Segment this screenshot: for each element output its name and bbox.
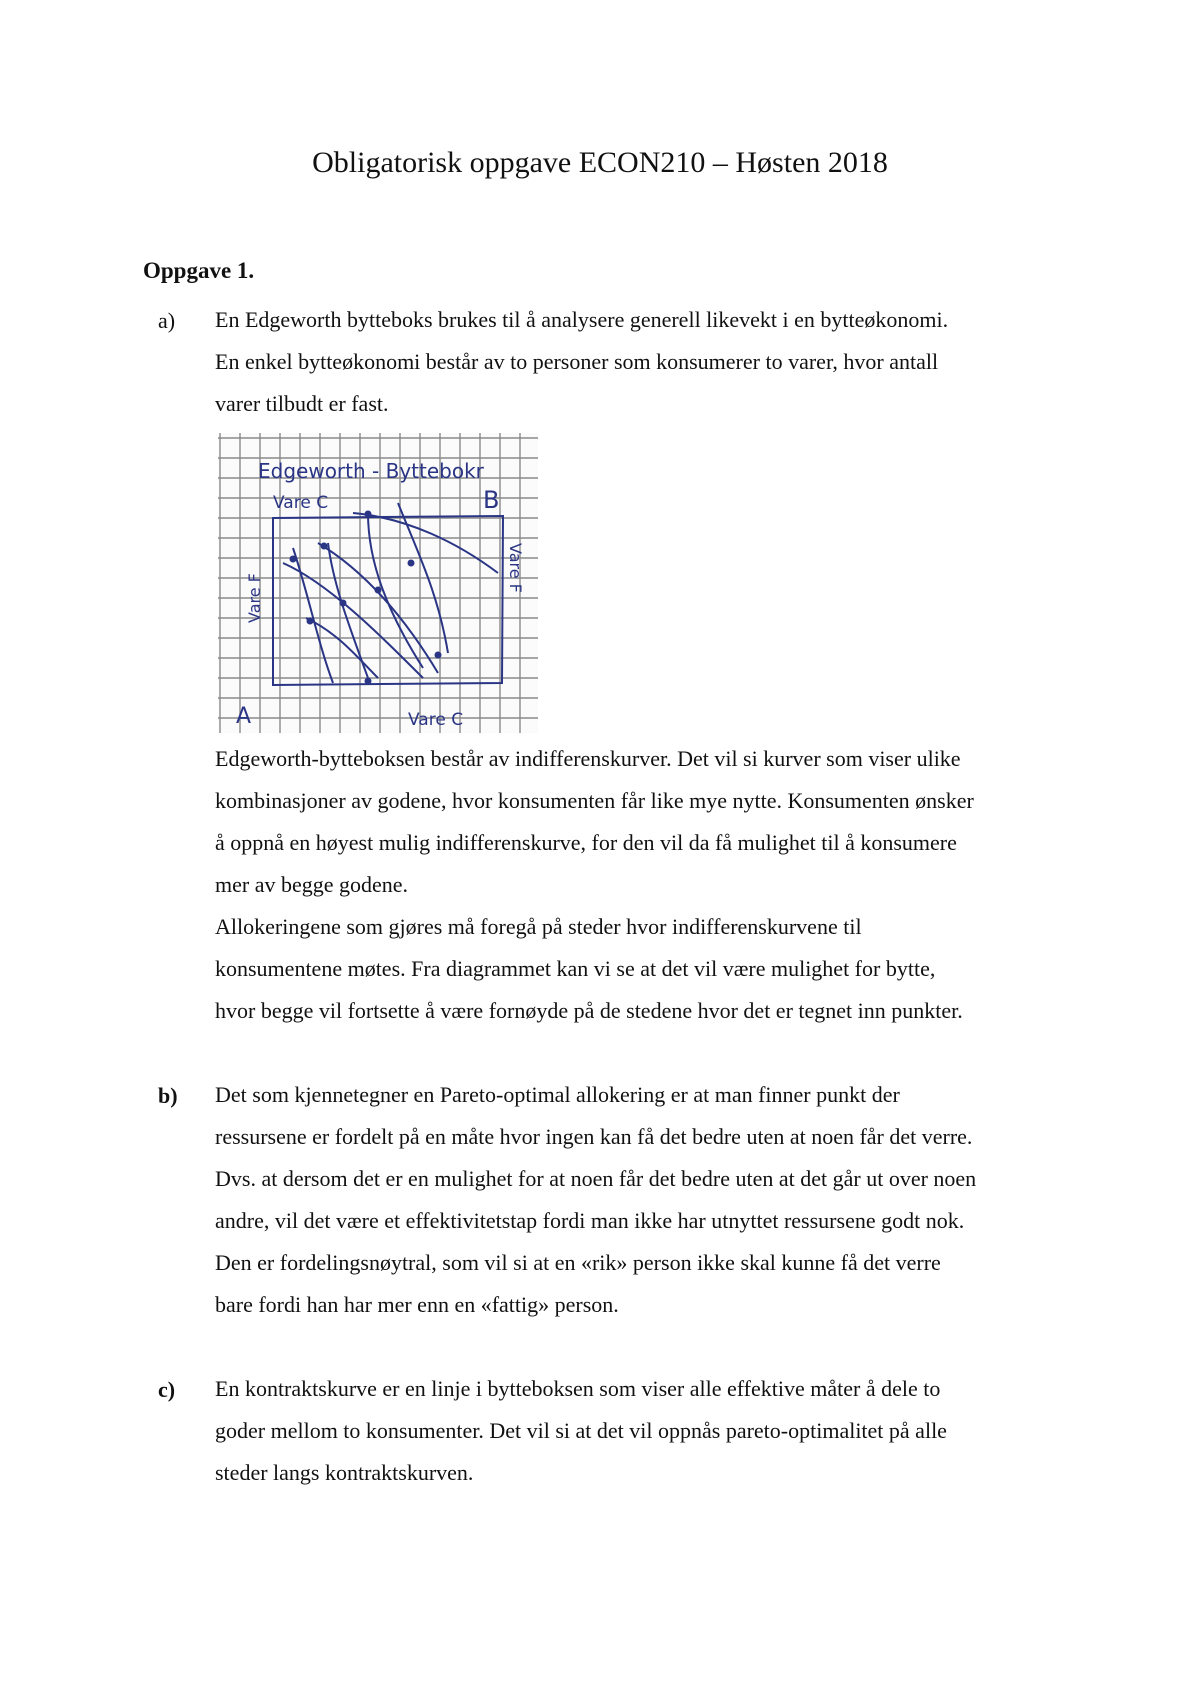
text-line: Den er fordelingsnøytral, som vil si at en «rik» person ikke skal kunne få det verre (215, 1250, 941, 1275)
paragraph-a-body (215, 738, 974, 1032)
item-label-c: c) (158, 1377, 176, 1402)
text-line: Det som kjennetegner en Pareto-optimal allokering er at man finner punkt der (215, 1082, 900, 1107)
figure-label: Vare F (245, 573, 264, 623)
paragraph-a-intro (215, 299, 948, 425)
paragraph-b (215, 1074, 976, 1326)
item-label-a: a) (158, 308, 176, 333)
text-line: mer av begge godene. (215, 872, 409, 897)
text-line: Allokeringene som gjøres må foregå på steder hvor indifferenskurvene til (215, 914, 862, 939)
text-line: En kontraktskurve er en linje i bytteboksen som viser alle effektive måter å dele to (215, 1376, 941, 1401)
edgeworth-box-sketch (218, 433, 538, 733)
text-line: å oppnå en høyest mulig indifferenskurve, for den vil da få mulighet til å konsumere (215, 830, 957, 855)
paragraph-c (215, 1368, 947, 1494)
text-line: kombinasjoner av godene, hvor konsumenten får like mye nytte. Konsumenten ønsker (215, 788, 974, 813)
figure-title: Edgeworth - Byttebokr (258, 459, 484, 483)
text-line: steder langs kontraktskurven. (215, 1460, 474, 1485)
origin-a: A (236, 704, 252, 729)
item-label-b: b) (158, 1083, 178, 1108)
text-line: Dvs. at dersom det er en mulighet for at noen får det bedre uten at det går ut over noen (215, 1166, 977, 1191)
document-title: Obligatorisk oppgave ECON210 – Høsten 2018 (312, 146, 888, 179)
text-line: Edgeworth-bytteboksen består av indifferenskurver. Det vil si kurver som viser ulike (215, 746, 961, 771)
text-line: andre, vil det være et effektivitetstap fordi man ikke har utnyttet ressursene godt nok. (215, 1208, 965, 1233)
text-line: En Edgeworth bytteboks brukes til å analysere generell likevekt i en bytteøkonomi. (215, 307, 949, 332)
text-line: ressursene er fordelt på en måte hvor ingen kan få det bedre uten at noen får det verre. (215, 1124, 973, 1149)
figure-label: Vare F (506, 543, 525, 593)
origin-b: B (483, 486, 500, 514)
text-line: goder mellom to konsumenter. Det vil si at det vil oppnås pareto-optimalitet på alle (215, 1418, 947, 1443)
text-line: varer tilbudt er fast. (215, 391, 389, 416)
figure-label: Vare C (408, 710, 464, 730)
text-line: bare fordi han har mer enn en «fattig» person. (215, 1292, 619, 1317)
text-line: hvor begge vil fortsette å være fornøyde på de stedene hvor det er tegnet inn punkter. (215, 998, 963, 1023)
text-line: En enkel bytteøkonomi består av to personer som konsumerer to varer, hvor antall (215, 349, 939, 374)
section-heading: Oppgave 1. (143, 258, 255, 283)
figure-label: Vare C (273, 493, 329, 513)
text-line: konsumentene møtes. Fra diagrammet kan vi se at det vil være mulighet for bytte, (215, 956, 936, 981)
